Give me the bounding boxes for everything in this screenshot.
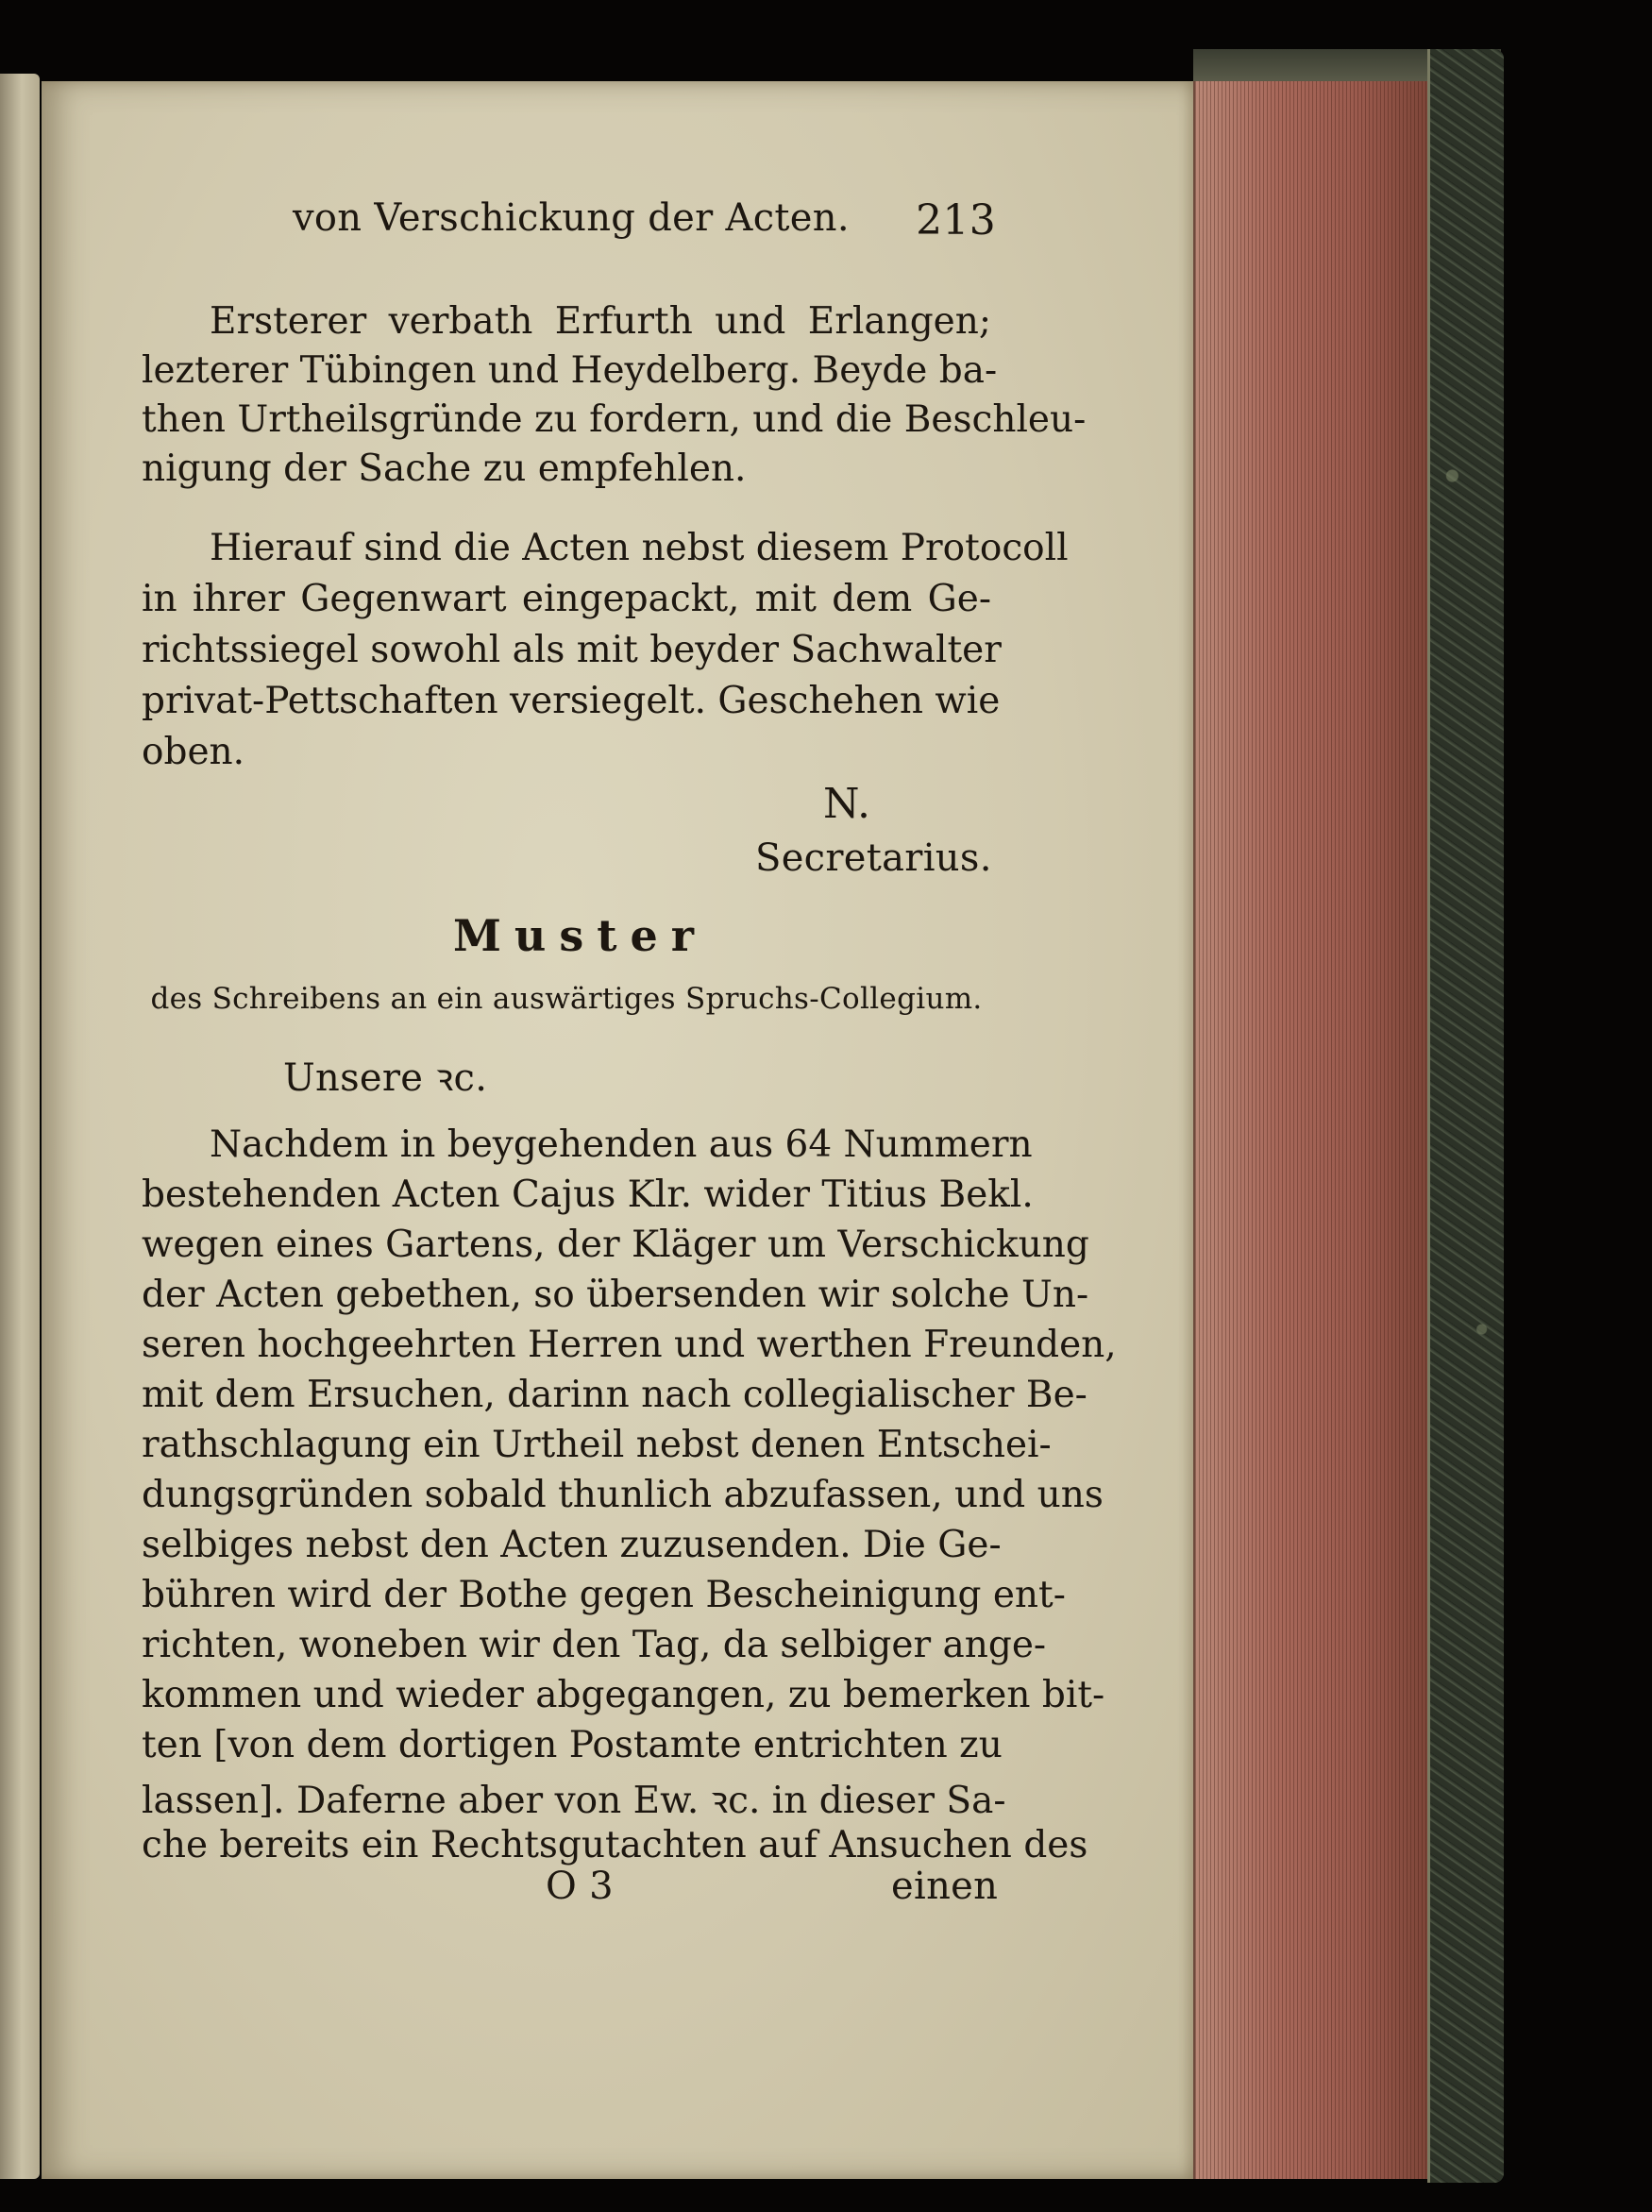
para1-line: nigung der Sache zu empfehlen. bbox=[142, 447, 747, 490]
para2-line: in ihrer Gegenwart eingepackt, mit dem Ge- bbox=[142, 578, 991, 620]
para3-line: bühren wird der Bothe gegen Bescheinigung ent- bbox=[142, 1574, 1066, 1616]
para1-line: Ersterer verbath Erfurth und Erlangen; bbox=[210, 300, 991, 343]
para2-line: oben. bbox=[142, 731, 245, 773]
para3-line: seren hochgeehrten Herren und werthen Freunden, bbox=[142, 1324, 1117, 1366]
para3-line: Nachdem in beygehenden aus 64 Nummern bbox=[210, 1123, 1033, 1166]
para3-line: lassen]. Daferne aber von Ew. ꝛc. in dieser Sa- bbox=[142, 1780, 1006, 1822]
signature-mark: O 3 bbox=[546, 1865, 614, 1908]
para3-line: mit dem Ersuchen, darinn nach collegialischer Be- bbox=[142, 1374, 1087, 1416]
para3-line: selbiges nebst den Acten zuzusenden. Die Ge- bbox=[142, 1524, 1002, 1566]
para3-line: dungsgründen sobald thunlich abzufassen, und uns bbox=[142, 1474, 1104, 1516]
para3-line: der Acten gebethen, so übersenden wir solche Un- bbox=[142, 1274, 1089, 1316]
para1-line: then Urtheilsgründe zu fordern, und die Beschleu- bbox=[142, 398, 1087, 441]
para3-line: kommen und wieder abgegangen, zu bemerken bit- bbox=[142, 1674, 1105, 1716]
para2-line: privat-Pettschaften versiegelt. Geschehen wie bbox=[142, 680, 1001, 722]
para3-line: wegen eines Gartens, der Kläger um Verschickung bbox=[142, 1224, 1089, 1266]
para3-line: richten, woneben wir den Tag, da selbiger ange- bbox=[142, 1624, 1047, 1666]
signature-title: Secretarius. bbox=[755, 836, 992, 880]
para3-line: bestehenden Acten Cajus Klr. wider Titius Bekl. bbox=[142, 1174, 1034, 1216]
page-block-edges bbox=[1193, 81, 1431, 2179]
section-subheading: des Schreibens an ein auswärtiges Spruchs-Collegium. bbox=[150, 982, 983, 1016]
para2-line: richtssiegel sowohl als mit beyder Sachwalter bbox=[142, 629, 1002, 671]
section-heading: Muster bbox=[453, 910, 708, 961]
para3-line: rathschlagung ein Urtheil nebst denen Entschei- bbox=[142, 1424, 1052, 1466]
previous-page-edge bbox=[0, 74, 40, 2179]
para3-line: che bereits ein Rechtsgutachten auf Ansuchen des bbox=[142, 1824, 1088, 1866]
para3-line: ten [von dem dortigen Postamte entrichten zu bbox=[142, 1724, 1003, 1766]
page-number: 213 bbox=[916, 196, 996, 245]
para1-line: lezterer Tübingen und Heydelberg. Beyde ba- bbox=[142, 349, 998, 392]
marbled-cover bbox=[1427, 49, 1504, 2183]
salutation: Unsere ꝛc. bbox=[283, 1056, 488, 1100]
signature-initial: N. bbox=[823, 780, 871, 828]
para2-line: Hierauf sind die Acten nebst diesem Protocoll bbox=[210, 527, 1069, 569]
running-head-title: von Verschickung der Acten. bbox=[293, 196, 850, 240]
catchword: einen bbox=[891, 1865, 999, 1908]
